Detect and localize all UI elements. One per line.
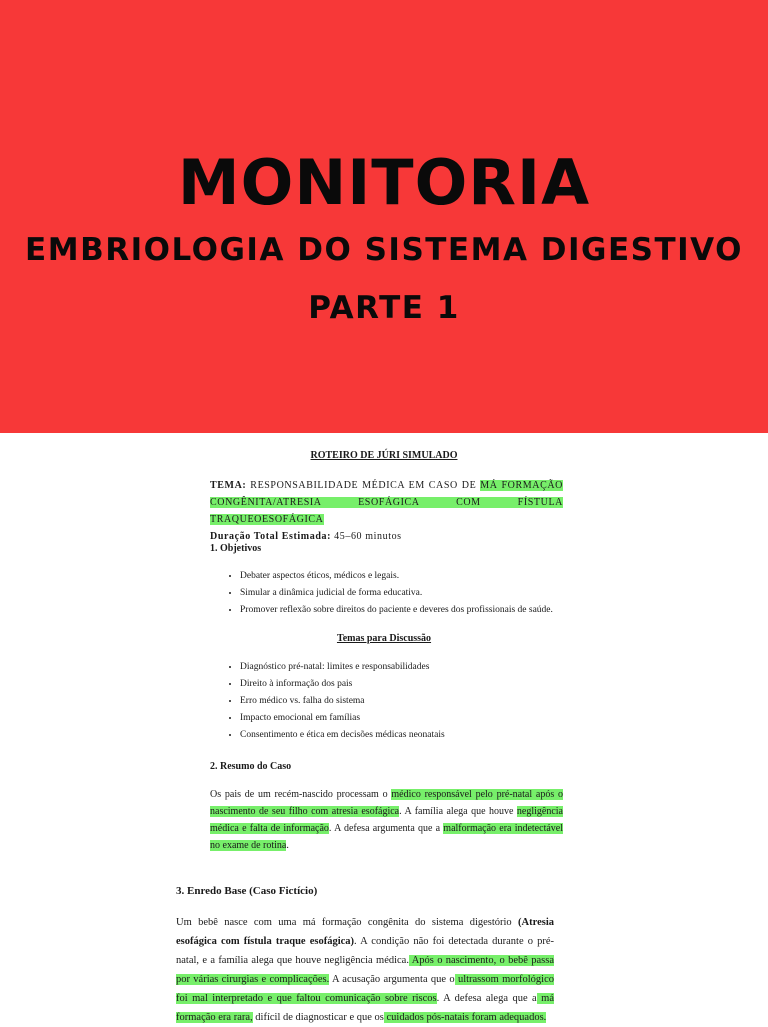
resumo-highlight: malformação era indetectável no exame de rotina [210, 823, 563, 851]
document-page [0, 433, 768, 1024]
tema-highlight: MÁ FORMAÇÃO [480, 480, 564, 491]
list-item: • Impacto emocional em famílias [240, 710, 445, 727]
enredo-bold: (Atresia esofágica com fístula traque esofágica) [176, 917, 554, 947]
enredo-text: . A condição não foi detectada durante o pré-natal, e a família alega que houve negligência médica. [176, 936, 554, 966]
resumo-heading: 2. Resumo do Caso [210, 761, 292, 772]
cover-subtitle: EMBRIOLOGIA DO SISTEMA DIGESTIVO [25, 232, 743, 268]
duracao-label: Duração Total Estimada: [210, 531, 332, 542]
list-item: • Direito à informação dos pais [240, 676, 445, 693]
enredo-highlight: má formação era rara, [176, 993, 555, 1023]
enredo-text: A acusação argumenta que o [329, 974, 455, 985]
enredo-text: difícil de diagnosticar e que os [252, 1012, 384, 1023]
objetivos-heading: 1. Objetivos [210, 543, 262, 554]
cover-banner [0, 0, 768, 433]
enredo-text: . A defesa alega que a [436, 993, 537, 1004]
cover-part-label: PARTE 1 [308, 290, 460, 326]
duracao-value: 45–60 minutos [334, 531, 402, 542]
tema-text: RESPONSABILIDADE MÉDICA EM CASO DE [250, 480, 477, 491]
resumo-text: Os pais de um recém-nascido processam o [210, 789, 388, 800]
temas-list [210, 659, 445, 744]
tema-label: TEMA: [210, 480, 247, 491]
list-item: • Diagnóstico pré-natal: limites e responsabilidades [240, 659, 445, 676]
objetivos-list [210, 568, 553, 619]
document-title: ROTEIRO DE JÚRI SIMULADO [310, 450, 458, 461]
resumo-text: . [286, 840, 289, 851]
enredo-highlight: ultrassom morfológico foi mal interpretado e que faltou comunicação sobre riscos [176, 974, 554, 1004]
enredo-text: Um bebê nasce com uma má formação congênita do sistema digestório [176, 917, 512, 928]
list-item: • Simular a dinâmica judicial de forma educativa. [240, 585, 553, 602]
cover-title: MONITORIA [177, 146, 591, 219]
resumo-paragraph [210, 786, 563, 854]
list-item: • Debater aspectos éticos, médicos e legais. [240, 568, 553, 585]
resumo-text: . A defesa argumenta que a [328, 823, 441, 834]
enredo-highlight: Após o nascimento, o bebê passa por várias cirurgias e complicações. [176, 955, 554, 985]
enredo-heading: 3. Enredo Base (Caso Fictício) [176, 885, 318, 897]
temas-heading: Temas para Discussão [336, 633, 432, 644]
list-item: • Erro médico vs. falha do sistema [240, 693, 445, 710]
tema-block [210, 477, 563, 545]
list-item: • Promover reflexão sobre direitos do paciente e deveres dos profissionais de saúde. [240, 602, 553, 619]
resumo-highlight: negligência médica e falta de informação [210, 806, 563, 834]
tema-highlight: CONGÊNITA/ATRESIA ESOFÁGICA COM FÍSTULA TRAQUEOESOFÁGICA [210, 497, 563, 525]
enredo-highlight: cuidados pós-natais foram adequados. [383, 1012, 547, 1023]
resumo-highlight: médico responsável pelo pré-natal após o nascimento de seu filho com atresia esofágica [210, 789, 563, 817]
enredo-paragraph [176, 913, 554, 1027]
resumo-text: . A família alega que houve [399, 806, 514, 817]
list-item: • Consentimento e ética em decisões médicas neonatais [240, 727, 445, 744]
